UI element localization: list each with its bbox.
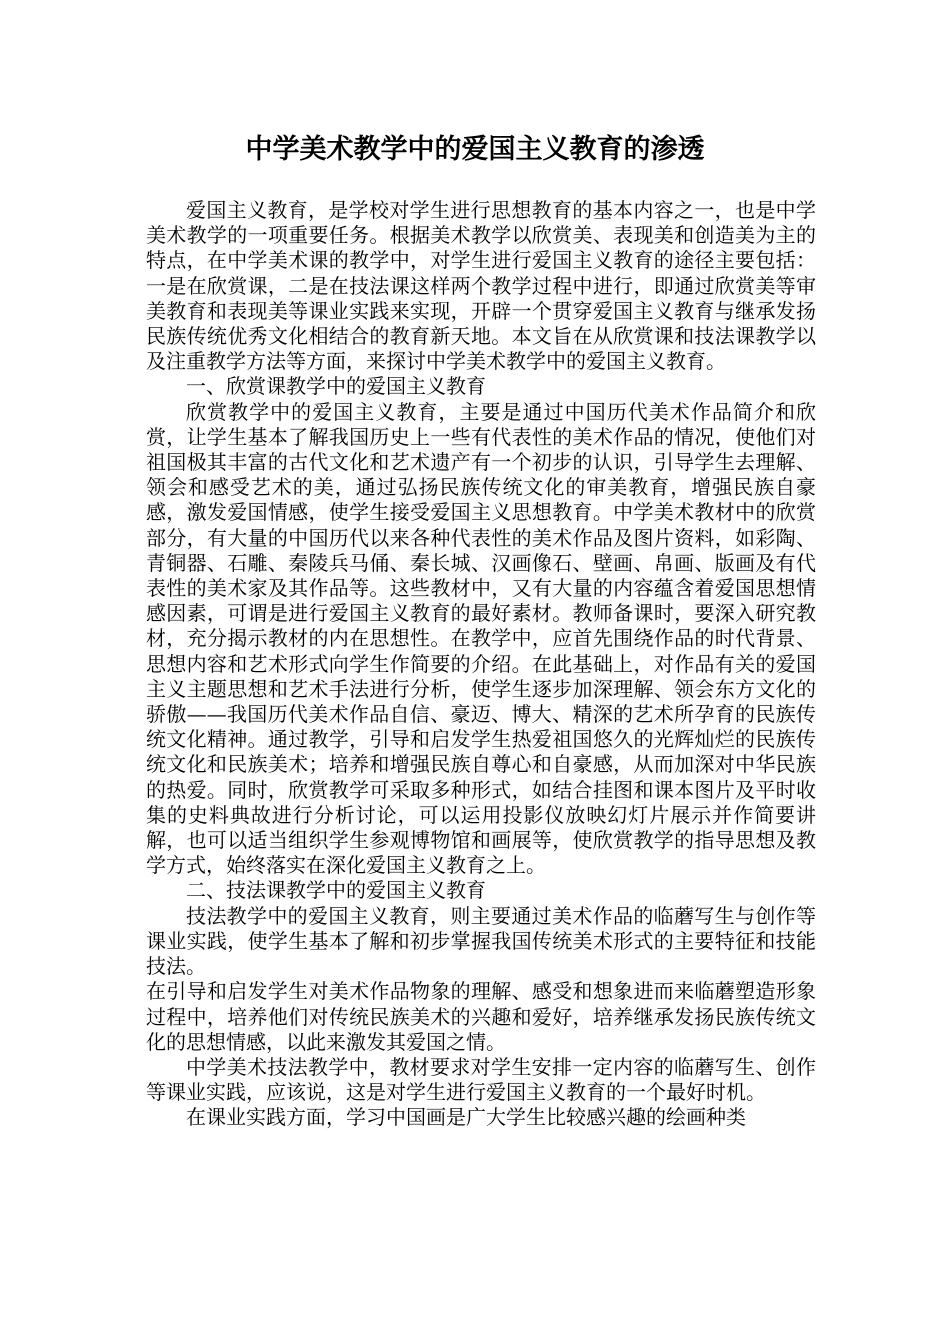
paragraph-practice: 中学美术技法教学中，教材要求对学生安排一定内容的临蘑写生、创作等课业实践，应该说，这是对学生进行爱国主义教育的一个最好时机。 <box>146 1054 816 1105</box>
section-heading-technique: 二、技法课教学中的爱国主义教育 <box>186 878 486 903</box>
paragraph-appreciation: 欣赏教学中的爱国主义教育，主要是通过中国历代美术作品简介和欣赏，让学生基本了解我国历史上一些有代表性的美术作品的情况，使他们对祖国极其丰富的古代文化和艺术遗产有一个初步的认识，引导学生去理解、领会和感受艺术的美，通过弘扬民族传统文化的审美教育，增强民族自豪感，激发爱国情感，使学生接受爱国主义思想教育。中学美术教材中的欣赏部分，有大量的中国历代以来各种代表性的美术作品及图片资料，如彩陶、青铜器、石雕、秦陵兵马俑、秦长城、汉画像石、壁画、帛画、版画及有代表性的美术家及其作品等。这些教材中，又有大量的内容蕴含着爱国思想情感因素，可谓是进行爱国主义教育的最好素材。教师备课时，要深入研究教材，充分揭示教材的内在思想性。在教学中，应首先围绕作品的时代背景、思想内容和艺术形式向学生作简要的介绍。在此基础上，对作品有关的爱国主义主题思想和艺术手法进行分析，使学生逐步加深理解、领会东方文化的骄傲——我国历代美术作品自信、豪迈、博大、精深的艺术所孕育的民族传统文化精神。通过教学，引导和启发学生热爱祖国悠久的光辉灿烂的民族传统文化和民族美术；培养和增强民族自尊心和自豪感，从而加深对中华民族的热爱。同时，欣赏教学可采取多种形式，如结合挂图和课本图片及平时收集的史料典故进行分析讨论，可以运用投影仪放映幻灯片展示并作简要讲解，也可以适当组织学生参观博物馆和画展等，使欣赏教学的指导思想及教学方式，始终落实在深化爱国主义教育之上。 <box>146 399 816 878</box>
paragraph-technique: 技法教学中的爱国主义教育，则主要通过美术作品的临蘑写生与创作等课业实践，使学生基本了解和初步掌握我国传统美术形式的主要特征和技能技法。 <box>146 903 816 979</box>
document-title: 中学美术教学中的爱国主义教育的渗透 <box>245 134 705 165</box>
paragraph-intro: 爱国主义教育，是学校对学生进行思想教育的基本内容之一，也是中学美术教学的一项重要任务。根据美术教学以欣赏美、表现美和创造美为主的特点，在中学美术课的教学中，对学生进行爱国主义教育的途径主要包括：一是在欣赏课，二是在技法课这样两个教学过程中进行，即通过欣赏美等审美教育和表现美等课业实践来实现，开辟一个贯穿爱国主义教育与继承发扬民族传统优秀文化相结合的教育新天地。本文旨在从欣赏课和技法课教学以及注重教学方法等方面，来探讨中学美术教学中的爱国主义教育。 <box>146 198 816 374</box>
section-heading-appreciation: 一、欣赏课教学中的爱国主义教育 <box>186 374 486 399</box>
paragraph-chinese-painting: 在课业实践方面，学习中国画是广大学生比较感兴趣的绘画种类 <box>186 1105 746 1130</box>
document-body <box>146 198 816 1131</box>
paragraph-guidance: 在引导和启发学生对美术作品物象的理解、感受和想象进而来临蘑塑造形象过程中，培养他们对传统民族美术的兴趣和爱好，培养继承发扬民族传统文化的思想情感，以此来激发其爱国之情。 <box>146 979 816 1054</box>
